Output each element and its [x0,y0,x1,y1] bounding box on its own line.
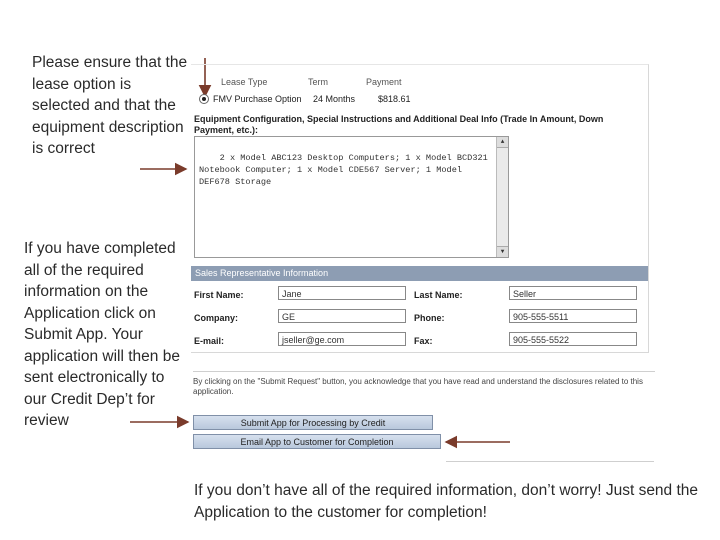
last-name-label: Last Name: [414,290,463,300]
first-name-input[interactable]: Jane [278,286,406,300]
email-app-button[interactable]: Email App to Customer for Completion [193,434,441,449]
textarea-scrollbar[interactable] [496,137,508,257]
first-name-label: First Name: [194,290,244,300]
term-value: 24 Months [313,94,356,104]
email-label: E-mail: [194,336,225,346]
divider-top [193,371,655,372]
submit-app-button[interactable]: Submit App for Processing by Credit [193,415,433,430]
equipment-config-label: Equipment Configuration, Special Instructions and Additional Deal Info (Trade In Amount, Down Payment, etc.): [194,114,604,135]
phone-label: Phone: [414,313,445,323]
email-input[interactable]: jseller@ge.com [278,332,406,346]
phone-input[interactable]: 905-555-5511 [509,309,637,323]
term-header: Term [308,77,328,87]
payment-header: Payment [366,77,402,87]
lease-type-value: FMV Purchase Option [213,94,302,104]
scroll-down-icon[interactable]: ▼ [497,246,508,257]
equipment-config-text: 2 x Model ABC123 Desktop Computers; 1 x Model BCD321 Notebook Computer; 1 x Model CDE567 Server; 1 Model DEF678 Storage [199,153,493,187]
note-submit-app: If you have completed all of the required information on the Application click on Submit App. Your application will then be sent electronically to our Credit Dep’t for review [24,240,180,429]
note-lease-check: Please ensure that the lease option is selected and that the equipment description is correct [32,54,188,157]
last-name-input[interactable]: Seller [509,286,637,300]
sales-rep-panel [191,266,649,353]
fax-label: Fax: [414,336,433,346]
fax-input[interactable]: 905-555-5522 [509,332,637,346]
payment-value: $818.61 [378,94,411,104]
equipment-config-textarea[interactable] [194,136,509,258]
equipment-config-panel [191,110,649,266]
company-label: Company: [194,313,239,323]
sales-rep-header: Sales Representative Information [191,266,648,281]
divider-bottom [446,461,654,462]
lease-option-panel [191,64,649,110]
lease-option-radio[interactable] [199,94,209,104]
company-input[interactable]: GE [278,309,406,323]
lease-type-header: Lease Type [221,77,268,87]
note-send-to-customer: If you don’t have all of the required information, don’t worry! Just send the Application to the customer for completion! [194,482,699,521]
acknowledgement-text: By clicking on the "Submit Request" button, you acknowledge that you have read and understand the disclosures related to this application. [193,377,643,396]
scroll-up-icon[interactable]: ▲ [497,137,508,148]
